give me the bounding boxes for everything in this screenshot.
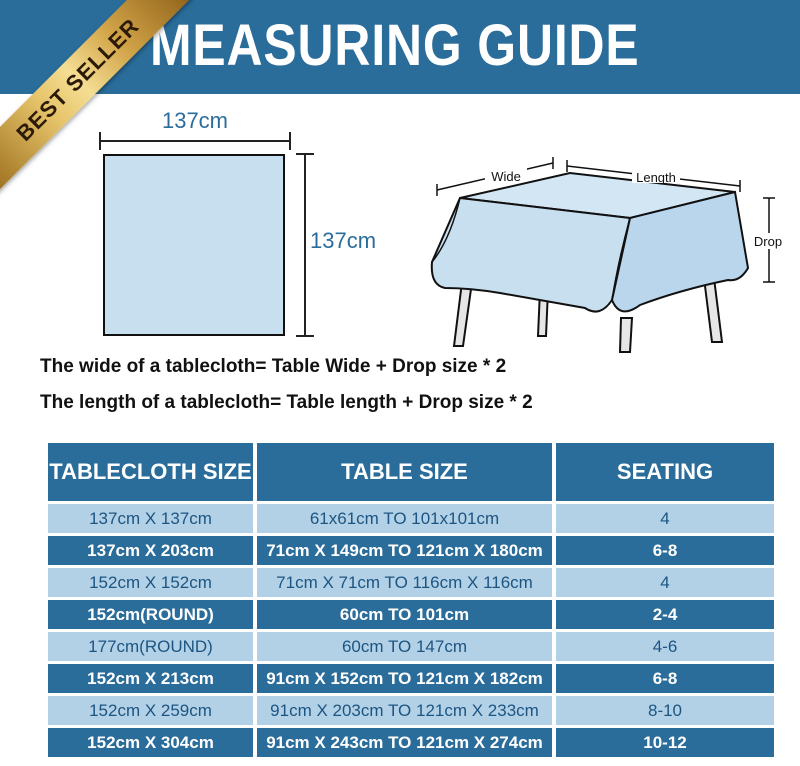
header-tablecloth-size: TABLECLOTH SIZE — [48, 443, 253, 501]
formula-wide: The wide of a tablecloth= Table Wide + Drop size * 2 — [40, 356, 507, 377]
formula-length: The length of a tablecloth= Table length + Drop size * 2 — [40, 392, 533, 413]
table-illustration — [432, 173, 748, 352]
table-size-cell: 60cm TO 147cm — [257, 632, 552, 661]
table-row — [48, 600, 774, 629]
table-size-cell: 61x61cm TO 101x101cm — [257, 504, 552, 533]
seating-cell: 10-12 — [556, 728, 774, 757]
square-cloth — [104, 155, 284, 335]
table-size-cell: 71cm X 149cm TO 121cm X 180cm — [257, 536, 552, 565]
ribbon-label: BEST SELLER — [11, 13, 144, 146]
tablecloth-size-cell: 137cm X 137cm — [48, 504, 253, 533]
table-row — [48, 696, 774, 725]
tablecloth-size-cell: 152cm X 259cm — [48, 696, 253, 725]
table-row — [48, 536, 774, 565]
seating-cell: 4 — [556, 504, 774, 533]
table-row — [48, 728, 774, 757]
size-table — [44, 440, 778, 760]
table-row — [48, 504, 774, 533]
wide-label: Wide — [491, 169, 521, 184]
tablecloth-size-cell: 152cm(ROUND) — [48, 600, 253, 629]
table-size-cell: 91cm X 243cm TO 121cm X 274cm — [257, 728, 552, 757]
tablecloth-size-cell: 177cm(ROUND) — [48, 632, 253, 661]
tablecloth-size-cell: 152cm X 213cm — [48, 664, 253, 693]
header-table-size: TABLE SIZE — [257, 443, 552, 501]
square-cloth-diagram — [0, 0, 800, 360]
table-size-cell: 71cm X 71cm TO 116cm X 116cm — [257, 568, 552, 597]
tablecloth-size-cell: 152cm X 152cm — [48, 568, 253, 597]
tablecloth-size-cell: 152cm X 304cm — [48, 728, 253, 757]
seating-cell: 6-8 — [556, 536, 774, 565]
table-size-cell: 91cm X 203cm TO 121cm X 233cm — [257, 696, 552, 725]
seating-cell: 4-6 — [556, 632, 774, 661]
drop-label: Drop — [753, 234, 783, 249]
width-label: 137cm — [161, 108, 229, 133]
table-header-row — [48, 443, 774, 501]
table-size-cell: 60cm TO 101cm — [257, 600, 552, 629]
page-title: MEASURING GUIDE — [150, 13, 640, 78]
length-label: Length — [636, 170, 676, 185]
table-row — [48, 664, 774, 693]
table-row — [48, 632, 774, 661]
seating-cell: 4 — [556, 568, 774, 597]
table-row — [48, 568, 774, 597]
height-label: 137cm — [310, 228, 377, 253]
width-dimension-line — [100, 132, 290, 150]
seating-cell: 6-8 — [556, 664, 774, 693]
tablecloth-size-cell: 137cm X 203cm — [48, 536, 253, 565]
seating-cell: 8-10 — [556, 696, 774, 725]
header-seating: SEATING — [556, 443, 774, 501]
table-size-cell: 91cm X 152cm TO 121cm X 182cm — [257, 664, 552, 693]
seating-cell: 2-4 — [556, 600, 774, 629]
